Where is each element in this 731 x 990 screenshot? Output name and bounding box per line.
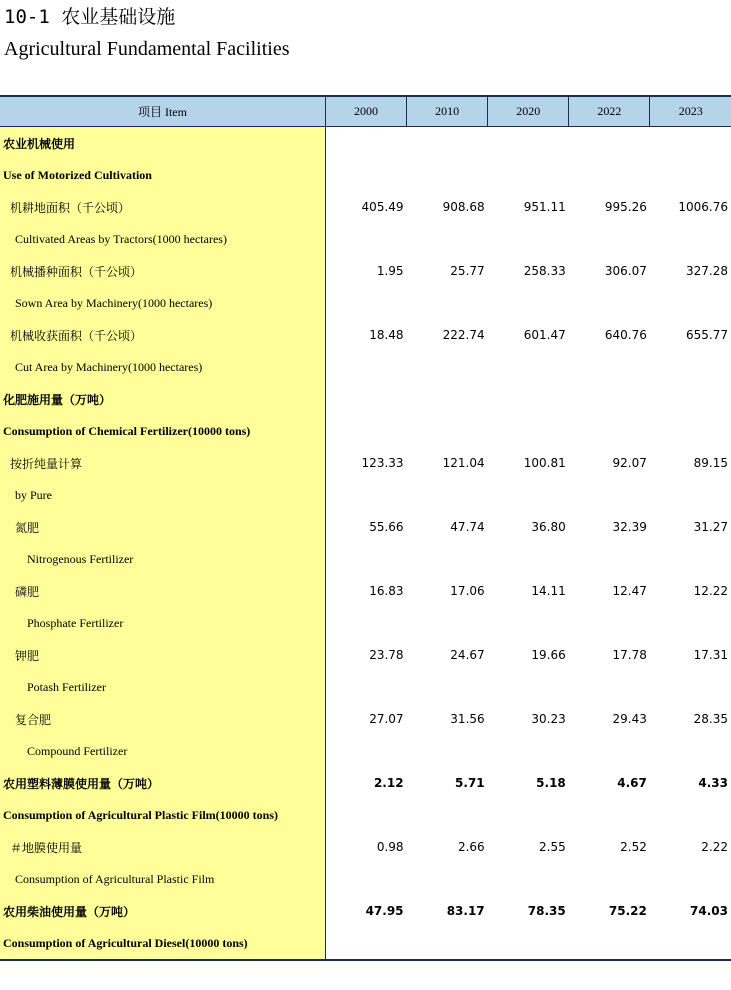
- value-cell: 14.11: [531, 584, 566, 598]
- value-cell: 74.03: [690, 904, 728, 918]
- value-cell: [407, 287, 488, 319]
- value-cell: 92.07: [612, 456, 647, 470]
- row-label: 农业机械使用: [0, 127, 325, 160]
- value-cell: 2.55: [539, 840, 566, 854]
- value-cell: [488, 479, 569, 511]
- value-cell: 75.22: [608, 904, 647, 918]
- value-cell: [325, 607, 406, 639]
- table-row: [0, 415, 731, 447]
- row-label: Nitrogenous Fertilizer: [0, 543, 325, 575]
- value-cell: [569, 735, 650, 767]
- value-cell: [488, 159, 569, 191]
- row-label: 农用塑料薄膜使用量（万吨）: [0, 767, 325, 799]
- value-cell: 12.22: [693, 584, 728, 598]
- table-row: [0, 575, 731, 607]
- value-cell: [407, 735, 488, 767]
- value-cell: [407, 863, 488, 895]
- value-cell: [650, 351, 731, 383]
- value-cell: [488, 287, 569, 319]
- table-row: [0, 607, 731, 639]
- value-cell: [488, 927, 569, 960]
- row-label: Sown Area by Machinery(1000 hectares): [0, 287, 325, 319]
- table-row: [0, 543, 731, 575]
- value-cell: 25.77: [450, 264, 485, 278]
- page-title-chinese: 10-1 农业基础设施: [4, 6, 176, 28]
- value-cell: [569, 543, 650, 575]
- value-cell: [650, 479, 731, 511]
- value-cell: [488, 223, 569, 255]
- value-cell: [325, 287, 406, 319]
- column-header-year: 2022: [569, 96, 650, 127]
- value-cell: 78.35: [527, 904, 566, 918]
- value-cell: 2.52: [620, 840, 647, 854]
- value-cell: [650, 127, 731, 160]
- value-cell: 17.06: [450, 584, 485, 598]
- table-row: [0, 319, 731, 351]
- value-cell: 2.66: [457, 840, 485, 854]
- value-cell: [407, 159, 488, 191]
- table-row: [0, 799, 731, 831]
- row-label: 农用柴油使用量（万吨）: [0, 895, 325, 927]
- row-label: ＃地膜使用量: [0, 831, 325, 863]
- value-cell: [407, 127, 488, 160]
- value-cell: [569, 159, 650, 191]
- row-label: 化肥施用量（万吨）: [0, 383, 325, 415]
- value-cell: [650, 383, 731, 415]
- row-label: 机械播种面积（千公顷）: [0, 255, 325, 287]
- table-row: [0, 191, 731, 223]
- value-cell: 995.26: [604, 200, 647, 214]
- table-row: [0, 223, 731, 255]
- value-cell: [569, 223, 650, 255]
- value-cell: 4.67: [617, 776, 647, 790]
- value-cell: 18.48: [369, 328, 404, 342]
- value-cell: [488, 127, 569, 160]
- value-cell: 2.22: [701, 840, 728, 854]
- value-cell: 32.39: [612, 520, 647, 534]
- row-label: Consumption of Agricultural Diesel(10000 tons): [0, 927, 325, 960]
- value-cell: [488, 863, 569, 895]
- row-label: 复合肥: [0, 703, 325, 735]
- page-title-english: Agricultural Fundamental Facilities: [4, 38, 290, 60]
- value-cell: 29.43: [612, 712, 647, 726]
- value-cell: 2.12: [373, 776, 404, 790]
- row-label: 钾肥: [0, 639, 325, 671]
- value-cell: 83.17: [446, 904, 485, 918]
- value-cell: [407, 383, 488, 415]
- row-label: 机械收获面积（千公顷）: [0, 319, 325, 351]
- value-cell: 28.35: [693, 712, 728, 726]
- value-cell: 12.47: [612, 584, 647, 598]
- value-cell: [407, 223, 488, 255]
- value-cell: [650, 543, 731, 575]
- row-label: Consumption of Agricultural Plastic Film: [0, 863, 325, 895]
- value-cell: 123.33: [361, 456, 404, 470]
- table-row: [0, 351, 731, 383]
- value-cell: 4.33: [698, 776, 728, 790]
- value-cell: 306.07: [604, 264, 647, 278]
- value-cell: 100.81: [523, 456, 566, 470]
- table-row: [0, 287, 731, 319]
- table-row: [0, 767, 731, 799]
- value-cell: [325, 351, 406, 383]
- value-cell: [650, 415, 731, 447]
- value-cell: [650, 863, 731, 895]
- value-cell: 258.33: [523, 264, 566, 278]
- table-row: [0, 831, 731, 863]
- value-cell: 121.04: [442, 456, 485, 470]
- table-row: [0, 479, 731, 511]
- value-cell: [407, 415, 488, 447]
- value-cell: [325, 415, 406, 447]
- table-row: [0, 511, 731, 543]
- table-row: [0, 895, 731, 927]
- value-cell: [569, 927, 650, 960]
- value-cell: 640.76: [604, 328, 647, 342]
- row-label: 氮肥: [0, 511, 325, 543]
- value-cell: [650, 671, 731, 703]
- value-cell: [325, 863, 406, 895]
- value-cell: [650, 223, 731, 255]
- value-cell: 655.77: [686, 328, 728, 342]
- value-cell: [488, 383, 569, 415]
- facilities-table: [0, 95, 731, 961]
- value-cell: 89.15: [693, 456, 728, 470]
- value-cell: [569, 863, 650, 895]
- value-cell: 222.74: [442, 328, 485, 342]
- row-label: Cultivated Areas by Tractors(1000 hectares): [0, 223, 325, 255]
- value-cell: 47.74: [450, 520, 485, 534]
- table-row: [0, 671, 731, 703]
- column-header-year: 2020: [488, 96, 569, 127]
- value-cell: [650, 607, 731, 639]
- value-cell: [407, 607, 488, 639]
- value-cell: 327.28: [686, 264, 728, 278]
- table-row: [0, 159, 731, 191]
- row-label: Phosphate Fertilizer: [0, 607, 325, 639]
- row-label: Compound Fertilizer: [0, 735, 325, 767]
- value-cell: [488, 415, 569, 447]
- value-cell: [325, 159, 406, 191]
- value-cell: [650, 927, 731, 960]
- column-header-year: 2000: [325, 96, 406, 127]
- value-cell: [325, 479, 406, 511]
- value-cell: [407, 543, 488, 575]
- value-cell: [407, 351, 488, 383]
- row-label: Potash Fertilizer: [0, 671, 325, 703]
- table-header-row: [0, 96, 731, 127]
- row-label: Consumption of Chemical Fertilizer(10000 tons): [0, 415, 325, 447]
- column-header-item: 项目 Item: [0, 96, 325, 127]
- value-cell: 0.98: [376, 840, 404, 854]
- value-cell: 5.71: [455, 776, 485, 790]
- value-cell: [569, 127, 650, 160]
- table-row: [0, 927, 731, 960]
- row-label: Cut Area by Machinery(1000 hectares): [0, 351, 325, 383]
- value-cell: 19.66: [531, 648, 566, 662]
- value-cell: [325, 543, 406, 575]
- value-cell: 17.78: [612, 648, 647, 662]
- value-cell: [650, 287, 731, 319]
- value-cell: [407, 799, 488, 831]
- value-cell: [569, 607, 650, 639]
- value-cell: 405.49: [361, 200, 404, 214]
- value-cell: [569, 351, 650, 383]
- value-cell: [407, 927, 488, 960]
- table-row: [0, 383, 731, 415]
- value-cell: [488, 799, 569, 831]
- table-row: [0, 735, 731, 767]
- value-cell: 30.23: [531, 712, 566, 726]
- value-cell: 55.66: [369, 520, 404, 534]
- table-row: [0, 255, 731, 287]
- value-cell: [650, 159, 731, 191]
- row-label: 机耕地面积（千公顷）: [0, 191, 325, 223]
- value-cell: [569, 479, 650, 511]
- value-cell: [488, 543, 569, 575]
- value-cell: [407, 671, 488, 703]
- value-cell: [569, 287, 650, 319]
- value-cell: 1.95: [376, 264, 404, 278]
- value-cell: [488, 671, 569, 703]
- value-cell: [650, 735, 731, 767]
- value-cell: [569, 799, 650, 831]
- value-cell: 24.67: [450, 648, 485, 662]
- row-label: 按折纯量计算: [0, 447, 325, 479]
- value-cell: [325, 223, 406, 255]
- value-cell: [325, 927, 406, 960]
- row-label: by Pure: [0, 479, 325, 511]
- value-cell: [325, 127, 406, 160]
- value-cell: 16.83: [369, 584, 404, 598]
- value-cell: 31.27: [693, 520, 728, 534]
- value-cell: [488, 351, 569, 383]
- value-cell: 17.31: [693, 648, 728, 662]
- value-cell: 908.68: [442, 200, 485, 214]
- value-cell: [569, 415, 650, 447]
- value-cell: 1006.76: [678, 200, 728, 214]
- value-cell: [325, 671, 406, 703]
- table-row: [0, 447, 731, 479]
- value-cell: 951.11: [523, 200, 566, 214]
- value-cell: [325, 735, 406, 767]
- value-cell: [407, 479, 488, 511]
- value-cell: 27.07: [369, 712, 404, 726]
- column-header-year: 2023: [650, 96, 731, 127]
- row-label: 磷肥: [0, 575, 325, 607]
- value-cell: 47.95: [365, 904, 404, 918]
- table-row: [0, 703, 731, 735]
- value-cell: [325, 383, 406, 415]
- value-cell: 601.47: [523, 328, 566, 342]
- value-cell: [325, 799, 406, 831]
- value-cell: [569, 671, 650, 703]
- column-header-year: 2010: [407, 96, 488, 127]
- row-label: Consumption of Agricultural Plastic Film(10000 tons): [0, 799, 325, 831]
- table-row: [0, 863, 731, 895]
- row-label: Use of Motorized Cultivation: [0, 159, 325, 191]
- value-cell: [488, 735, 569, 767]
- value-cell: [650, 799, 731, 831]
- value-cell: 5.18: [536, 776, 566, 790]
- value-cell: 36.80: [531, 520, 566, 534]
- table-row: [0, 639, 731, 671]
- value-cell: 31.56: [450, 712, 485, 726]
- value-cell: 23.78: [369, 648, 404, 662]
- table-row: [0, 127, 731, 160]
- value-cell: [488, 607, 569, 639]
- value-cell: [569, 383, 650, 415]
